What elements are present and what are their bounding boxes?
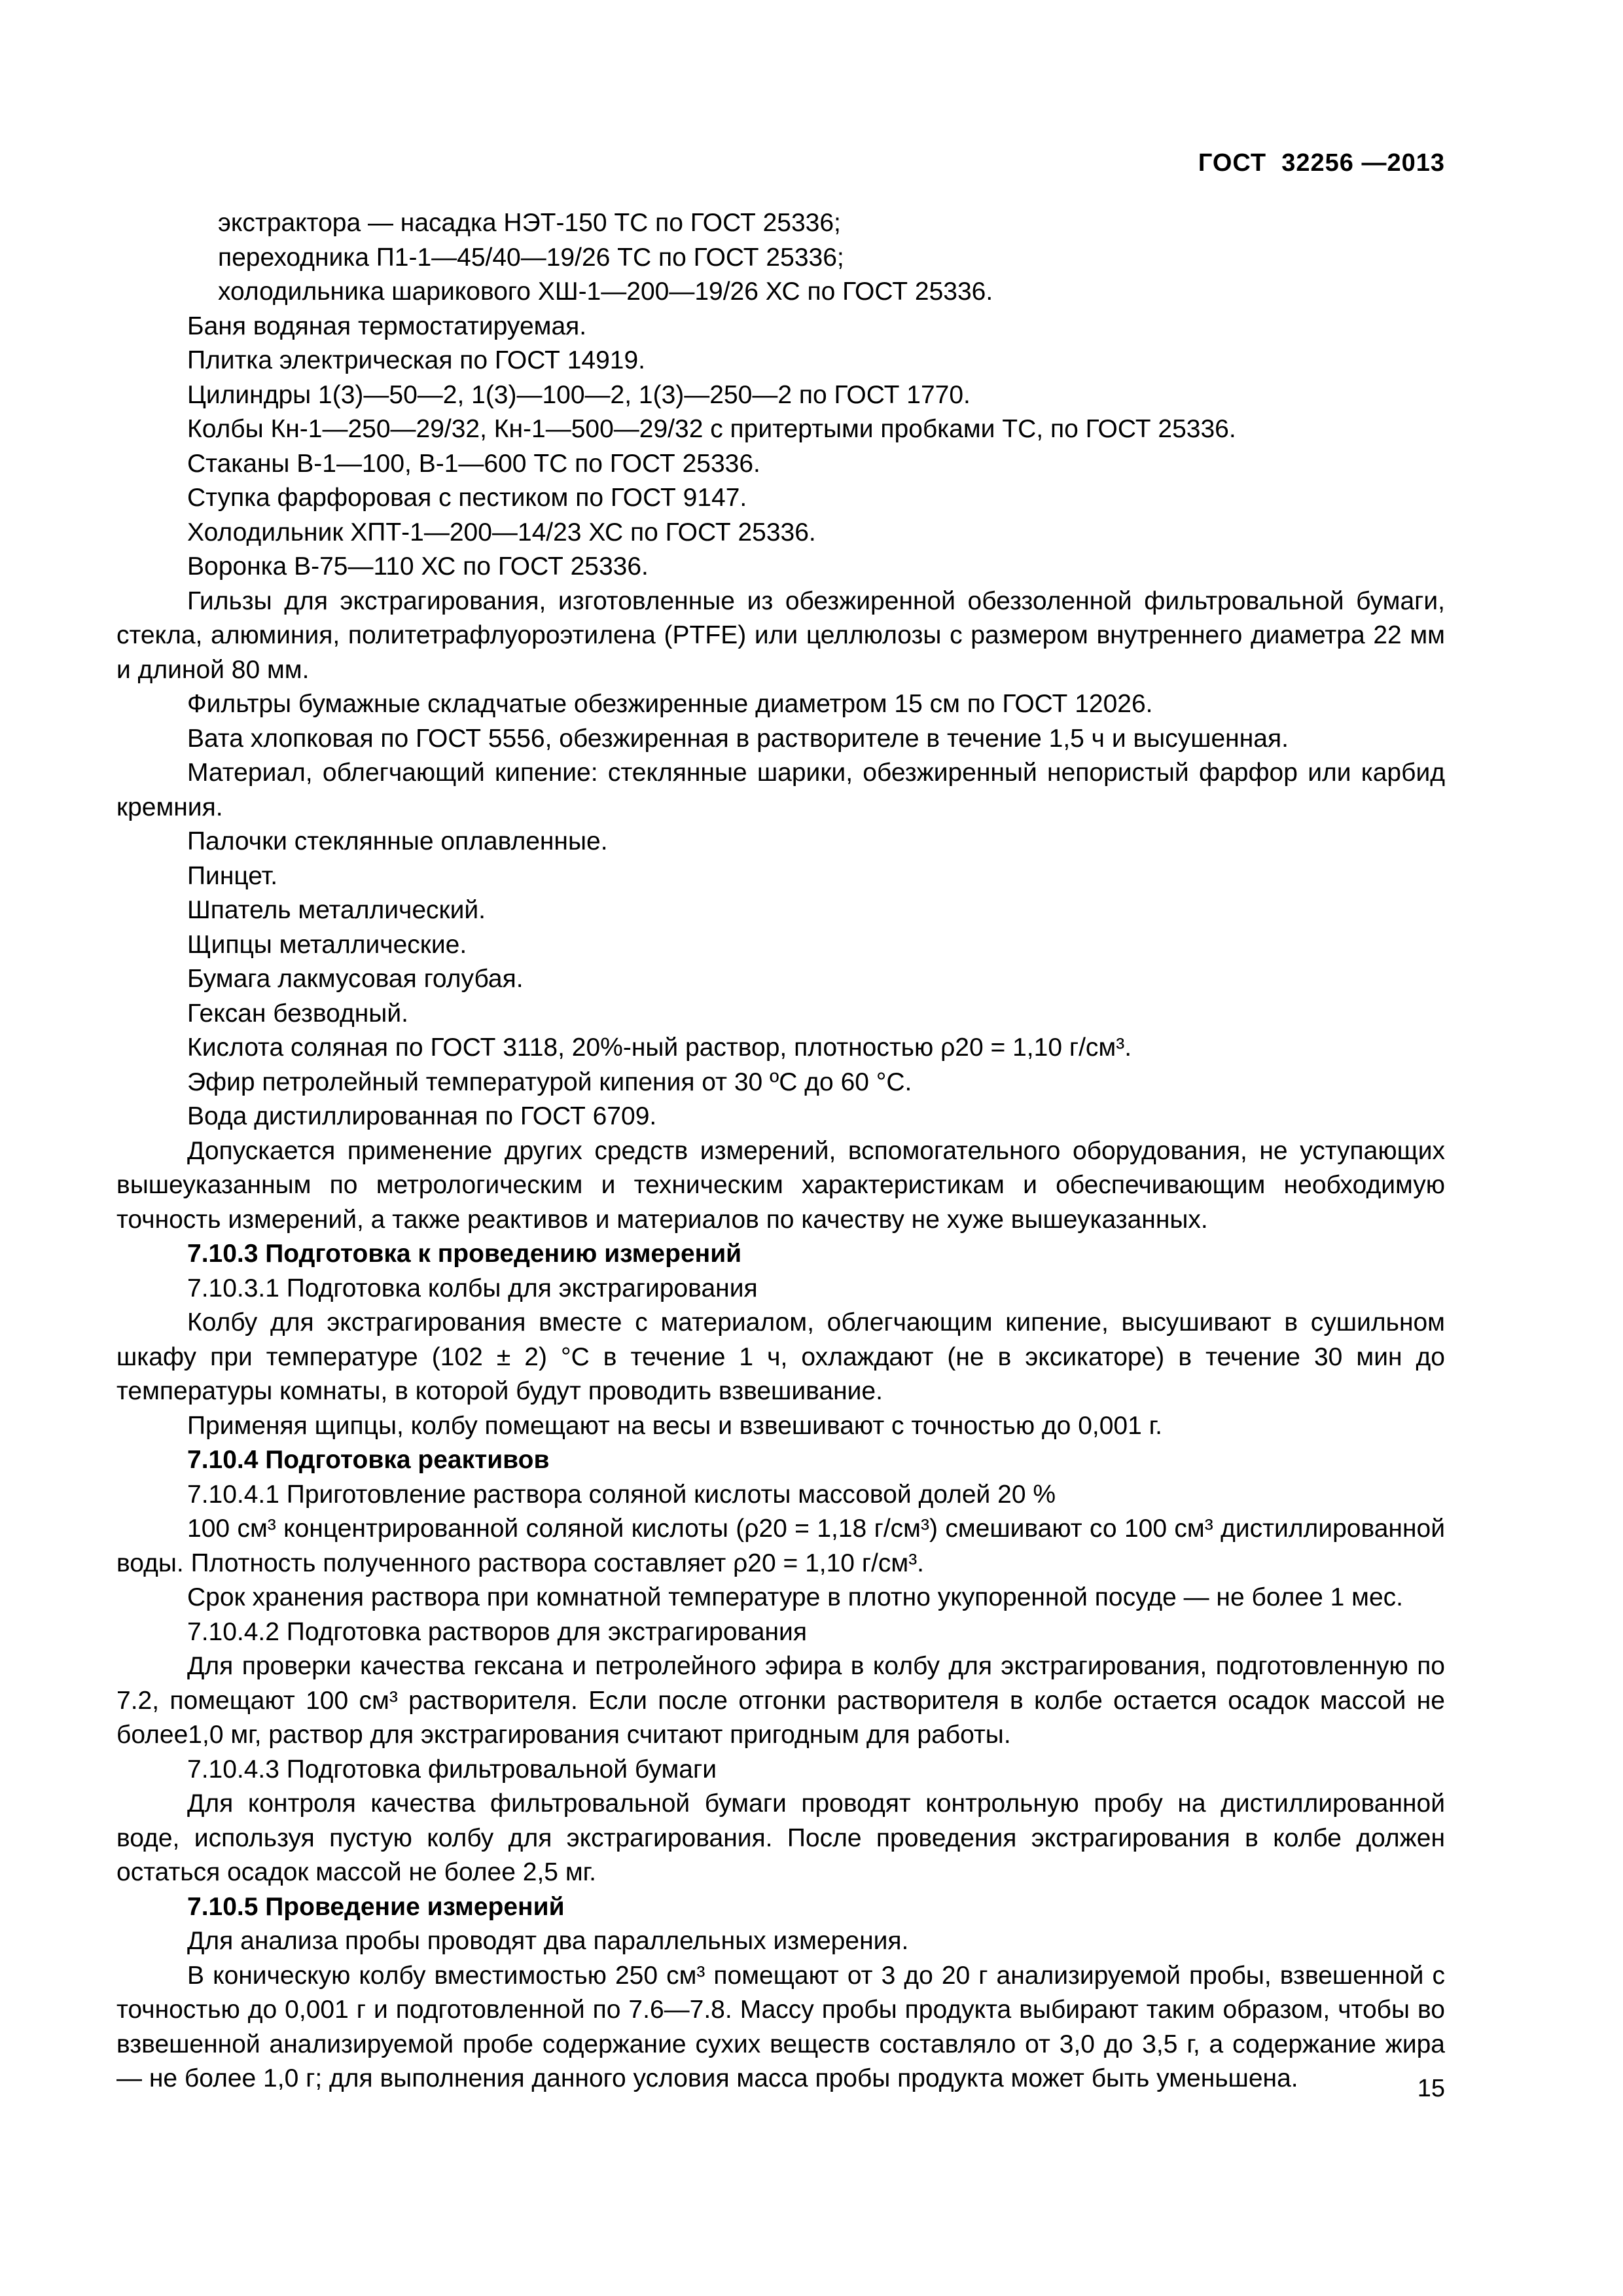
paragraph: Колбы Кн-1—250—29/32, Кн-1—500—29/32 с притертыми пробками ТС, по ГОСТ 25336.	[187, 415, 1236, 443]
paragraph: Стаканы В-1—100, В-1—600 ТС по ГОСТ 25336.	[187, 449, 760, 478]
paragraph: Колбу для экстрагирования вместе с материалом, облегчающим кипение, высушивают в сушильном шкафу при температуре (102 ± 2) °С в течение 1 ч, охлаждают (не в эксикаторе) в течение 30 мин до температуры комнаты, в которой будут проводить взвешивание.	[116, 1308, 1445, 1405]
paragraph: Цилиндры 1(3)—50—2, 1(3)—100—2, 1(3)—250—2 по ГОСТ 1770.	[187, 380, 971, 409]
paragraph: Баня водяная термостатируемая.	[187, 312, 587, 340]
body-text	[116, 206, 1445, 2096]
paragraph: Гильзы для экстрагирования, изготовленные из обезжиренной обеззоленной фильтровальной бумаги, стекла, алюминия, политетрафлуороэтилена (PTFE) или целлюлозы с размером внутреннего диаметра 22 мм и длиной 80 мм.	[116, 586, 1445, 684]
paragraph: 7.10.4.1 Приготовление раствора соляной кислоты массовой долей 20 %	[187, 1480, 1056, 1509]
paragraph: Бумага лакмусовая голубая.	[187, 965, 524, 993]
paragraph: Холодильник ХПТ-1—200—14/23 ХС по ГОСТ 25336.	[187, 518, 816, 547]
paragraph: В коническую колбу вместимостью 250 см³ помещают от 3 до 20 г анализируемой пробы, взвешенной с точностью до 0,001 г и подготовленной по 7.6—7.8. Массу пробы продукта выбирают таким образом, чтобы во взвешенной анализируемой пробе содержание сухих веществ составляло от 3,0 до 3,5 г, а содержание жира — не более 1,0 г; для выполнения данного условия масса пробы продукта может быть уменьшена.	[116, 1961, 1445, 2092]
paragraph: Для контроля качества фильтровальной бумаги проводят контрольную пробу на дистиллированной воде, используя пустую колбу для экстрагирования. После проведения экстрагирования в колбе должен остаться осадок массой не более 2,5 мг.	[116, 1789, 1445, 1886]
paragraph: экстрактора — насадка НЭТ-150 ТС по ГОСТ 25336;	[218, 209, 841, 237]
standard-header: ГОСТ 32256 —2013	[1198, 149, 1445, 177]
paragraph: 7.10.4.3 Подготовка фильтровальной бумаги	[187, 1755, 717, 1784]
paragraph: Допускается применение других средств измерений, вспомогательного оборудования, не уступающих вышеуказанным по метрологическим и техническим характеристикам и обеспечивающим необходимую точность измерений, а также реактивов и материалов по качеству не хуже вышеуказанных.	[116, 1136, 1445, 1234]
paragraph: Воронка В-75—110 ХС по ГОСТ 25336.	[187, 552, 649, 581]
paragraph: 100 см³ концентрированной соляной кислоты (ρ20 = 1,18 г/см³) смешивают со 100 см³ дистиллированной воды. Плотность полученного раствора составляет ρ20 = 1,10 г/см³.	[116, 1515, 1445, 1577]
paragraph: Шпатель металлический.	[187, 896, 486, 924]
paragraph: Кислота соляная по ГОСТ 3118, 20%-ный раствор, плотностью ρ20 = 1,10 г/см³.	[187, 1033, 1132, 1062]
paragraph: 7.10.3.1 Подготовка колбы для экстрагирования	[187, 1274, 758, 1302]
paragraph: Применяя щипцы, колбу помещают на весы и взвешивают с точностью до 0,001 г.	[187, 1411, 1162, 1440]
section-heading: 7.10.3 Подготовка к проведению измерений	[187, 1240, 742, 1268]
paragraph: Фильтры бумажные складчатые обезжиренные диаметром 15 см по ГОСТ 12026.	[187, 690, 1153, 718]
paragraph: Палочки стеклянные оплавленные.	[187, 827, 608, 855]
paragraph: холодильника шарикового ХШ-1—200—19/26 ХС по ГОСТ 25336.	[218, 278, 993, 306]
paragraph: Плитка электрическая по ГОСТ 14919.	[187, 346, 646, 374]
paragraph: Эфир петролейный температурой кипения от 30 ºС до 60 °С.	[187, 1067, 912, 1096]
paragraph: Щипцы металлические.	[187, 930, 467, 959]
paragraph: Гексан безводный.	[187, 999, 408, 1028]
section-heading: 7.10.4 Подготовка реактивов	[187, 1446, 550, 1474]
paragraph: Для проверки качества гексана и петролейного эфира в колбу для экстрагирования, подготовленную по 7.2, помещают 100 см³ растворителя. Если после отгонки растворителя в колбе остается осадок массой не более1,0 мг, раствор для экстрагирования считают пригодным для работы.	[116, 1652, 1445, 1749]
section-heading: 7.10.5 Проведение измерений	[187, 1892, 565, 1921]
paragraph: Пинцет.	[187, 861, 278, 890]
paragraph: Ступка фарфоровая с пестиком по ГОСТ 9147.	[187, 484, 747, 512]
paragraph: Материал, облегчающий кипение: стеклянные шарики, обезжиренный непористый фарфор или карбид кремния.	[116, 759, 1445, 821]
paragraph: Вода дистиллированная по ГОСТ 6709.	[187, 1102, 657, 1130]
paragraph: переходника П1-1—45/40—19/26 ТС по ГОСТ 25336;	[218, 243, 844, 272]
paragraph: Для анализа пробы проводят два параллельных измерения.	[187, 1927, 909, 1955]
page-number: 15	[1417, 2075, 1445, 2102]
paragraph: Вата хлопковая по ГОСТ 5556, обезжиренная в растворителе в течение 1,5 ч и высушенная.	[187, 724, 1289, 753]
paragraph: Срок хранения раствора при комнатной температуре в плотно укупоренной посуде — не более 1 мес.	[187, 1583, 1404, 1611]
paragraph: 7.10.4.2 Подготовка растворов для экстрагирования	[187, 1617, 807, 1646]
